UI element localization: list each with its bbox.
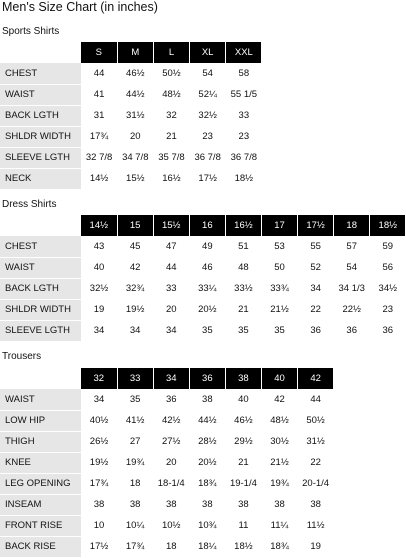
size-value-cell: 11¼ — [261, 515, 297, 536]
size-value-cell: 36 — [153, 389, 189, 410]
size-header: 18½ — [370, 215, 406, 236]
size-value-cell: 36 — [370, 320, 406, 341]
size-header: 42 — [298, 368, 334, 389]
size-value-cell: 34 — [81, 320, 117, 341]
size-header: 38 — [225, 368, 261, 389]
size-value-cell: 57 — [334, 236, 370, 257]
size-value-cell: 36 7/8 — [226, 147, 262, 168]
size-value-cell: 53 — [261, 236, 297, 257]
section-title-dress-shirts: Dress Shirts — [2, 199, 57, 210]
size-value-cell: 18 — [117, 473, 153, 494]
size-value-cell: 21 — [153, 126, 189, 147]
size-value-cell: 14½ — [81, 168, 117, 189]
size-value-cell: 46½ — [117, 63, 153, 84]
size-value-cell: 10 — [81, 515, 117, 536]
size-value-cell: 26½ — [81, 431, 117, 452]
size-value-cell: 40½ — [81, 410, 117, 431]
size-value-cell: 50½ — [298, 410, 334, 431]
size-header: 18 — [334, 215, 370, 236]
row-label: THIGH — [0, 431, 81, 452]
table-row — [0, 126, 262, 147]
table-row — [0, 410, 334, 431]
header-blank-cell — [0, 215, 81, 236]
size-value-cell: 55 — [298, 236, 334, 257]
sports-shirts-table — [0, 42, 262, 190]
size-value-cell: 36 7/8 — [190, 147, 226, 168]
size-header: 17½ — [298, 215, 334, 236]
size-value-cell: 38 — [189, 494, 225, 515]
size-value-cell: 34 7/8 — [117, 147, 153, 168]
size-value-cell: 10¼ — [117, 515, 153, 536]
size-value-cell: 44½ — [189, 410, 225, 431]
size-value-cell: 35 — [225, 320, 261, 341]
size-value-cell: 19-1/4 — [225, 473, 261, 494]
size-value-cell: 40 — [81, 257, 117, 278]
size-header: 36 — [189, 368, 225, 389]
size-value-cell: 19¾ — [261, 473, 297, 494]
size-value-cell: 35 — [261, 320, 297, 341]
row-label: LOW HIP — [0, 410, 81, 431]
size-header: 16 — [189, 215, 225, 236]
size-value-cell: 21 — [225, 299, 261, 320]
table-row — [0, 299, 406, 320]
size-value-cell: 42 — [117, 257, 153, 278]
size-value-cell: 18¼ — [189, 536, 225, 557]
size-value-cell: 44 — [153, 257, 189, 278]
size-value-cell: 34½ — [370, 278, 406, 299]
row-label: WAIST — [0, 84, 81, 105]
size-value-cell: 33 — [153, 278, 189, 299]
page-title: Men's Size Chart (in inches) — [2, 0, 158, 14]
size-value-cell: 29½ — [225, 431, 261, 452]
size-value-cell: 40 — [225, 389, 261, 410]
size-value-cell: 20½ — [189, 452, 225, 473]
size-value-cell: 41½ — [117, 410, 153, 431]
table-row — [0, 515, 334, 536]
size-value-cell: 20 — [153, 299, 189, 320]
size-value-cell: 46½ — [225, 410, 261, 431]
size-value-cell: 48½ — [153, 84, 189, 105]
row-label: SLEEVE LGTH — [0, 320, 81, 341]
size-value-cell: 34 — [298, 278, 334, 299]
size-value-cell: 44½ — [117, 84, 153, 105]
size-header: 32 — [81, 368, 117, 389]
row-label: BACK LGTH — [0, 278, 81, 299]
size-header: 33 — [117, 368, 153, 389]
size-value-cell: 28½ — [189, 431, 225, 452]
size-value-cell: 55 1/5 — [226, 84, 262, 105]
size-value-cell: 49 — [189, 236, 225, 257]
row-label: NECK — [0, 168, 81, 189]
size-value-cell: 38 — [153, 494, 189, 515]
row-label: WAIST — [0, 257, 81, 278]
size-value-cell: 59 — [370, 236, 406, 257]
size-value-cell: 31½ — [298, 431, 334, 452]
size-header: 16½ — [225, 215, 261, 236]
size-value-cell: 38 — [81, 494, 117, 515]
size-value-cell: 48 — [225, 257, 261, 278]
size-header: L — [153, 42, 189, 63]
table-row — [0, 105, 262, 126]
row-label: CHEST — [0, 236, 81, 257]
size-value-cell: 17¾ — [81, 126, 117, 147]
size-value-cell: 17½ — [81, 536, 117, 557]
size-value-cell: 54 — [190, 63, 226, 84]
size-value-cell: 38 — [225, 494, 261, 515]
header-blank-cell — [0, 42, 81, 63]
size-value-cell: 36 — [298, 320, 334, 341]
size-value-cell: 48½ — [261, 410, 297, 431]
size-value-cell: 33 — [226, 105, 262, 126]
size-value-cell: 10¾ — [189, 515, 225, 536]
size-value-cell: 23 — [226, 126, 262, 147]
size-header: M — [117, 42, 153, 63]
size-header: 34 — [153, 368, 189, 389]
table-row — [0, 320, 406, 341]
size-header: XL — [190, 42, 226, 63]
row-label: SHLDR WIDTH — [0, 299, 81, 320]
size-value-cell: 54 — [334, 257, 370, 278]
row-label: LEG OPENING — [0, 473, 81, 494]
size-value-cell: 21½ — [261, 299, 297, 320]
table-row — [0, 147, 262, 168]
row-label: BACK LGTH — [0, 105, 81, 126]
table-row — [0, 168, 262, 189]
row-label: BACK RISE — [0, 536, 81, 557]
size-header: 17 — [261, 215, 297, 236]
size-value-cell: 44 — [298, 389, 334, 410]
row-label: CHEST — [0, 63, 81, 84]
size-value-cell: 58 — [226, 63, 262, 84]
size-value-cell: 20 — [117, 126, 153, 147]
size-value-cell: 19¾ — [117, 452, 153, 473]
table-row — [0, 431, 334, 452]
size-value-cell: 33¾ — [261, 278, 297, 299]
section-title-sports-shirts: Sports Shirts — [2, 26, 60, 37]
table-row — [0, 257, 406, 278]
size-value-cell: 11½ — [298, 515, 334, 536]
size-value-cell: 18½ — [226, 168, 262, 189]
size-value-cell: 27½ — [153, 431, 189, 452]
size-value-cell: 34 — [153, 320, 189, 341]
size-header-row — [0, 215, 406, 236]
size-value-cell: 41 — [81, 84, 117, 105]
size-value-cell: 42½ — [153, 410, 189, 431]
size-value-cell: 42 — [261, 389, 297, 410]
row-label: KNEE — [0, 452, 81, 473]
size-header: 15½ — [153, 215, 189, 236]
size-value-cell: 34 1/3 — [334, 278, 370, 299]
size-value-cell: 32 7/8 — [81, 147, 117, 168]
size-value-cell: 52¼ — [190, 84, 226, 105]
size-value-cell: 50½ — [153, 63, 189, 84]
table-row — [0, 84, 262, 105]
table-row — [0, 536, 334, 557]
size-value-cell: 52 — [298, 257, 334, 278]
size-value-cell: 27 — [117, 431, 153, 452]
size-value-cell: 20½ — [189, 299, 225, 320]
size-value-cell: 44 — [81, 63, 117, 84]
size-value-cell: 56 — [370, 257, 406, 278]
size-value-cell: 15½ — [117, 168, 153, 189]
row-label: SLEEVE LGTH — [0, 147, 81, 168]
size-value-cell: 18¾ — [261, 536, 297, 557]
size-value-cell: 22 — [298, 452, 334, 473]
table-row — [0, 63, 262, 84]
size-value-cell: 35 — [117, 389, 153, 410]
section-title-trousers: Trousers — [2, 351, 42, 362]
table-row — [0, 278, 406, 299]
size-value-cell: 17¾ — [81, 473, 117, 494]
size-value-cell: 45 — [117, 236, 153, 257]
table-row — [0, 389, 334, 410]
row-label: FRONT RISE — [0, 515, 81, 536]
size-value-cell: 35 7/8 — [153, 147, 189, 168]
trousers-table — [0, 368, 334, 558]
row-label: WAIST — [0, 389, 81, 410]
size-value-cell: 36 — [334, 320, 370, 341]
size-value-cell: 21 — [225, 452, 261, 473]
row-label: INSEAM — [0, 494, 81, 515]
size-value-cell: 18¾ — [189, 473, 225, 494]
size-value-cell: 47 — [153, 236, 189, 257]
size-value-cell: 20 — [153, 452, 189, 473]
size-value-cell: 19½ — [117, 299, 153, 320]
size-value-cell: 46 — [189, 257, 225, 278]
size-value-cell: 35 — [189, 320, 225, 341]
size-value-cell: 38 — [189, 389, 225, 410]
size-value-cell: 18 — [153, 536, 189, 557]
size-header: S — [81, 42, 117, 63]
table-row — [0, 494, 334, 515]
table-row — [0, 473, 334, 494]
size-value-cell: 34 — [117, 320, 153, 341]
size-value-cell: 31 — [81, 105, 117, 126]
size-value-cell: 23 — [370, 299, 406, 320]
size-value-cell: 18½ — [225, 536, 261, 557]
size-value-cell: 19 — [81, 299, 117, 320]
size-value-cell: 17¾ — [117, 536, 153, 557]
table-row — [0, 452, 334, 473]
size-value-cell: 19½ — [81, 452, 117, 473]
header-blank-cell — [0, 368, 81, 389]
size-value-cell: 30½ — [261, 431, 297, 452]
table-row — [0, 236, 406, 257]
dress-shirts-table — [0, 215, 406, 342]
size-value-cell: 33¼ — [189, 278, 225, 299]
size-header: 15 — [117, 215, 153, 236]
size-header-row — [0, 368, 334, 389]
size-value-cell: 22 — [298, 299, 334, 320]
size-value-cell: 18-1/4 — [153, 473, 189, 494]
size-value-cell: 34 — [81, 389, 117, 410]
size-header: 40 — [261, 368, 297, 389]
size-value-cell: 16½ — [153, 168, 189, 189]
size-value-cell: 32¾ — [117, 278, 153, 299]
size-value-cell: 38 — [261, 494, 297, 515]
size-value-cell: 38 — [117, 494, 153, 515]
size-value-cell: 32 — [153, 105, 189, 126]
size-header: XXL — [226, 42, 262, 63]
size-value-cell: 43 — [81, 236, 117, 257]
size-header-row — [0, 42, 262, 63]
row-label: SHLDR WIDTH — [0, 126, 81, 147]
size-value-cell: 20-1/4 — [298, 473, 334, 494]
size-value-cell: 21½ — [261, 452, 297, 473]
size-value-cell: 17½ — [190, 168, 226, 189]
size-value-cell: 23 — [190, 126, 226, 147]
size-value-cell: 31½ — [117, 105, 153, 126]
size-value-cell: 38 — [298, 494, 334, 515]
size-value-cell: 32½ — [190, 105, 226, 126]
size-value-cell: 32½ — [81, 278, 117, 299]
size-value-cell: 10½ — [153, 515, 189, 536]
size-value-cell: 51 — [225, 236, 261, 257]
size-value-cell: 11 — [225, 515, 261, 536]
size-value-cell: 22½ — [334, 299, 370, 320]
size-header: 14½ — [81, 215, 117, 236]
size-value-cell: 50 — [261, 257, 297, 278]
size-value-cell: 19 — [298, 536, 334, 557]
size-value-cell: 33½ — [225, 278, 261, 299]
